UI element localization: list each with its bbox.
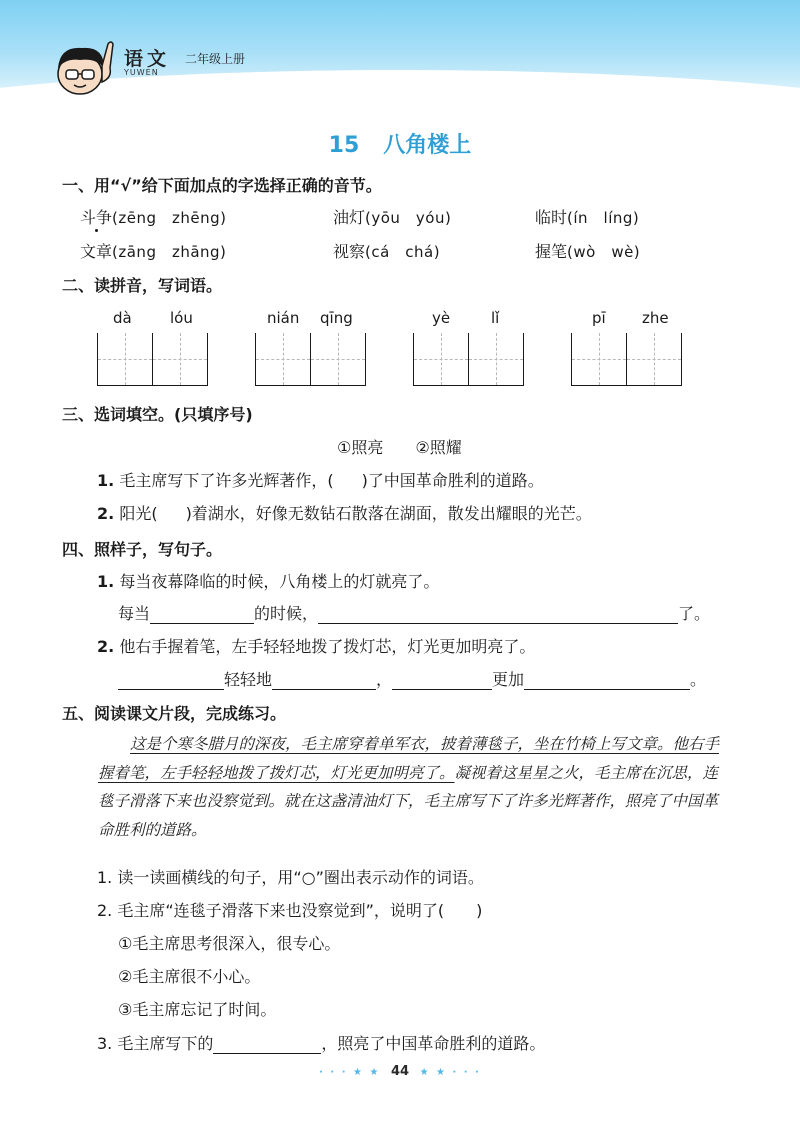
answer-line[interactable] [524,671,690,690]
grid-cell[interactable] [572,333,627,385]
q4-heading: 四、照样子，写句子。 [62,540,223,559]
grid-cell[interactable] [256,333,311,385]
q1-word: 握笔 [535,242,568,261]
q3-item-1 [97,468,544,491]
q1-item [80,239,226,262]
q4-fill-1 [118,601,710,624]
q2-pinyin: nián [267,309,300,327]
q3-options: ①照亮 ②照耀 [337,438,462,457]
q3-item-after: )着湖水，好像无数钻石散落在湖面，散发出耀眼的光芒。 [185,504,592,523]
q5-question-3-before: 3. 毛主席写下的 [97,1034,214,1053]
q1-word: 斗争 [80,208,113,227]
q1-word: 文章 [80,242,113,261]
grid-cell[interactable] [153,333,207,385]
q1-pinyin[interactable]: (wò wè) [567,243,641,261]
star-decoration-icon: ★ ★ · · · [419,1067,481,1078]
q4-fill-text: ， [376,670,393,689]
q3-item-before: 毛主席写下了许多光辉著作，( [119,471,334,490]
q4-fill-2 [118,667,706,690]
q1-pinyin[interactable]: (cá chá) [365,243,441,261]
passage-rest: 凝视着这星星之火，毛主席在沉思，连毯子滑落下来也没察觉到。就在这盏清油灯下，毛主席写下了许多光辉著作，照亮了中国革命胜利的道路。 [98,763,719,839]
subject-label: 语文 [124,48,171,70]
q1-word: 油灯 [333,208,366,227]
writing-grid[interactable] [255,333,366,386]
writing-grid[interactable] [413,333,524,386]
star-decoration-icon: · · · ★ ★ [319,1067,381,1078]
q2-pinyin: pī [592,309,606,327]
q5-question-2: 2. 毛主席“连毯子滑落下来也没察觉到”，说明了( ) [97,901,483,920]
q5-question-1: 1. 读一读画横线的句子，用“○”圈出表示动作的词语。 [97,868,484,887]
answer-line[interactable] [150,605,254,624]
q4-example-text: 他右手握着笔，左手轻轻地拨了拨灯芯，灯光更加明亮了。 [119,637,536,656]
q1-pinyin[interactable]: (zāng zhāng) [112,243,227,261]
answer-line[interactable] [318,605,678,624]
header-arc [0,70,800,118]
mascot-icon [50,38,120,98]
q1-word: 视察 [333,242,366,261]
grid-cell[interactable] [98,333,153,385]
q5-choice[interactable]: ②毛主席很不小心。 [118,967,261,986]
subject-pinyin: YUWEN [124,68,159,77]
q1-item [80,205,227,228]
q4-example-2: 2. 他右手握着笔，左手轻轻地拨了拨灯芯，灯光更加明亮了。 [97,637,536,656]
q3-item-after: )了中国革命胜利的道路。 [361,471,544,490]
q1-item [333,205,451,228]
q1-heading: 一、用“√”给下面加点的字选择正确的音节。 [62,176,382,195]
passage-underlined: 这是个寒冬腊月的深夜，毛主席穿着单军衣，披着薄毯子，坐在竹椅上写文章。他右手握着笔，左手轻轻地拨了拨灯芯，灯光更加明亮了。 [98,735,720,782]
q5-question-3 [97,1031,545,1054]
q2-pinyin: lóu [170,309,193,327]
q1-pinyin[interactable]: (zēng zhēng) [112,209,227,227]
q2-pinyin: zhe [642,309,669,327]
page-footer [0,1064,800,1079]
q2-pinyin: qīng [320,309,353,327]
q3-item-before: 阳光( [119,504,158,523]
q4-example-text: 每当夜幕降临的时候，八角楼上的灯就亮了。 [119,572,440,591]
q1-item [535,239,640,262]
q4-fill-text: 。 [690,670,707,689]
q4-fill-text: 了。 [678,604,711,623]
q2-heading: 二、读拼音，写词语。 [62,276,223,295]
q3-item-2 [97,501,592,524]
grid-cell[interactable] [627,333,681,385]
answer-line[interactable] [392,671,492,690]
q1-pinyin[interactable]: (ín líng) [567,209,640,227]
lesson-name: 八角楼上 [383,133,472,158]
grid-cell[interactable] [311,333,365,385]
q2-pinyin: lǐ [491,309,500,327]
q1-item [333,239,440,262]
header-band [0,0,800,118]
q1-word: 临时 [535,208,568,227]
writing-grid[interactable] [97,333,208,386]
q3-item-number: 2. [97,504,115,523]
writing-grid[interactable] [571,333,682,386]
q4-fill-text: 更加 [492,670,525,689]
q3-heading: 三、选词填空。(只填序号) [62,405,253,424]
q5-choice[interactable]: ①毛主席思考很深入，很专心。 [118,934,341,953]
lesson-title [0,128,800,159]
q5-heading: 五、阅读课文片段，完成练习。 [62,704,287,723]
q4-fill-text: 轻轻地 [224,670,273,689]
q2-pinyin: yè [432,309,451,327]
page-number: 44 [390,1064,410,1079]
q1-item [535,205,639,228]
q5-question-3-after: ，照亮了中国革命胜利的道路。 [321,1034,546,1053]
q2-pinyin: dà [113,309,132,327]
answer-line[interactable] [118,671,224,690]
q4-fill-text: 的时候， [254,604,319,623]
answer-line[interactable] [272,671,376,690]
q5-choice[interactable]: ③毛主席忘记了时间。 [118,1000,277,1019]
answer-line[interactable] [213,1035,321,1054]
q4-fill-text: 每当 [118,604,151,623]
grid-cell[interactable] [469,333,523,385]
grid-cell[interactable] [414,333,469,385]
q3-item-number: 1. [97,471,115,490]
q1-pinyin[interactable]: (yōu yóu) [365,209,452,227]
grade-label: 二年级上册 [185,52,246,66]
q4-example-1: 1. 每当夜幕降临的时候，八角楼上的灯就亮了。 [97,572,440,591]
reading-passage [98,730,728,844]
lesson-number: 15 [328,133,360,158]
